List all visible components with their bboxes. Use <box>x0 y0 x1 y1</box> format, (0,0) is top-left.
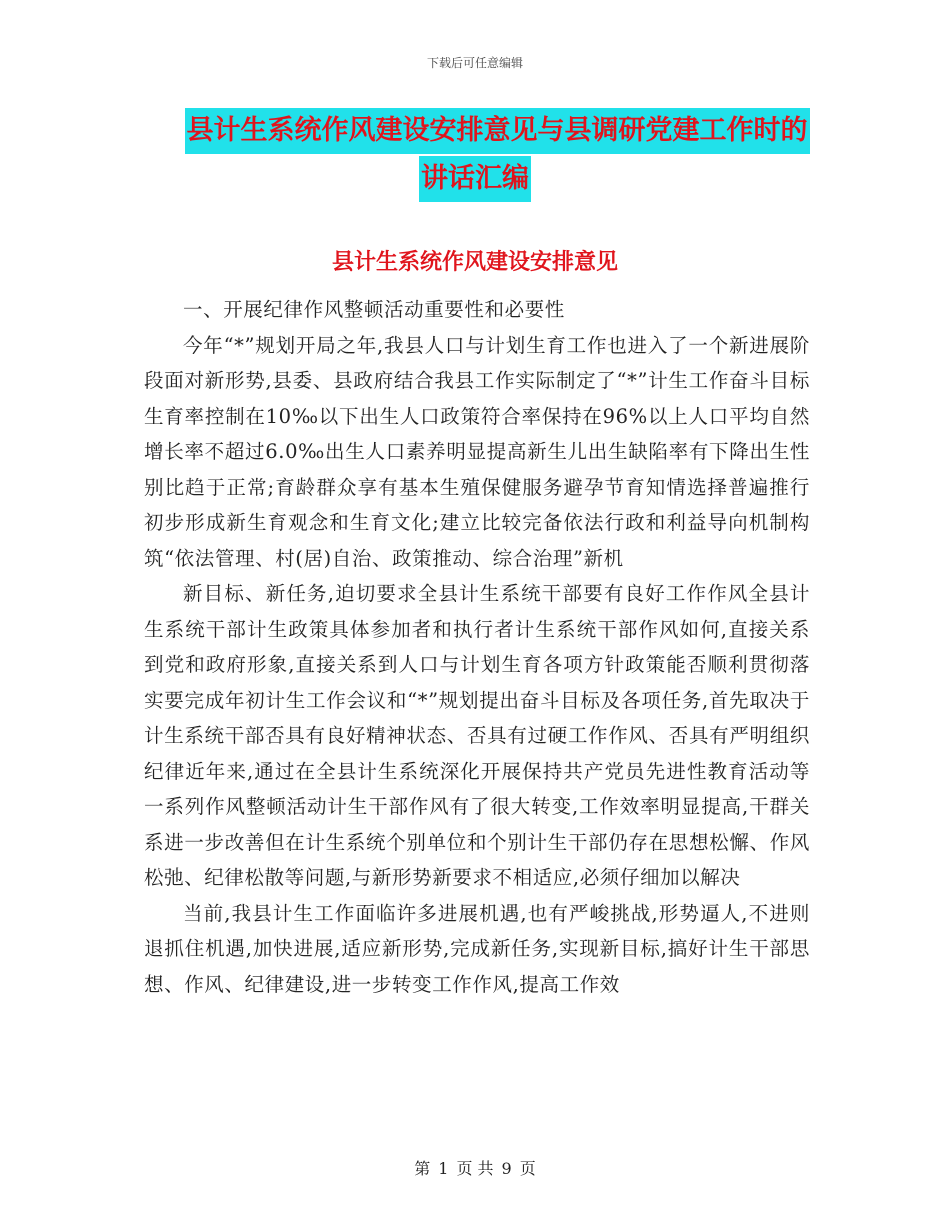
section-title: 县计生系统作风建设安排意见 <box>331 250 618 275</box>
header-note: 下载后可任意编辑 <box>426 56 523 70</box>
paragraph: 今年“*”规划开局之年,我县人口与计划生育工作也进入了一个新进展阶段面对新形势,县委、县政府结合我县工作实际制定了“*”计生工作奋斗目标生育率控制在10‰以下出生人口政策符合率保持在96%以上人口平均自然增长率不超过6.0‰出生人口素养明显提高新生儿出生缺陷率有下降出生性别比趋于正常;育龄群众享有基本生殖保健服务避孕节育知情选择普遍推行初步形成新生育观念和生育文化;建立比较完备依法行政和利益导向机制构筑“依法管理、村(居)自治、政策推动、综合治理”新机 <box>144 333 810 570</box>
title-line-2: 讲话汇编 <box>419 156 531 202</box>
paragraph-heading: 一、开展纪律作风整顿活动重要性和必要性 <box>183 298 565 321</box>
page-label-prefix: 第 <box>414 1159 431 1178</box>
page-footer <box>0 1156 950 1179</box>
page-number: 1 <box>438 1159 449 1178</box>
page-label-mid: 页 共 <box>456 1159 494 1178</box>
paragraph: 新目标、新任务,迫切要求全县计生系统干部要有良好工作作风全县计生系统干部计生政策具体参加者和执行者计生系统干部作风如何,直接关系到党和政府形象,直接关系到人口与计划生育各项方针政策能否顺利贯彻落实要完成年初计生工作会议和“*”规划提出奋斗目标及各项任务,首先取决于计生系统干部否具有良好精神状态、否具有过硬工作作风、否具有严明组织纪律近年来,通过在全县计生系统深化开展保持共产党员先进性教育活动等一系列作风整顿活动计生干部作风有了很大转变,工作效率明显提高,干群关系进一步改善但在计生系统个别单位和个别计生干部仍存在思想松懈、作风松弛、纪律松散等问题,与新形势新要求不相适应,必须仔细加以解决 <box>144 582 810 889</box>
document-body <box>144 292 810 1002</box>
document-title <box>0 108 950 202</box>
title-line-1: 县计生系统作风建设安排意见与县调研党建工作时的 <box>185 108 810 154</box>
total-pages: 9 <box>501 1159 512 1178</box>
page-label-suffix: 页 <box>519 1159 536 1178</box>
paragraph: 当前,我县计生工作面临许多进展机遇,也有严峻挑战,形势逼人,不进则退抓住机遇,加快进展,适应新形势,完成新任务,实现新目标,搞好计生干部思想、作风、纪律建设,进一步转变工作作风,提高工作效 <box>144 901 810 996</box>
